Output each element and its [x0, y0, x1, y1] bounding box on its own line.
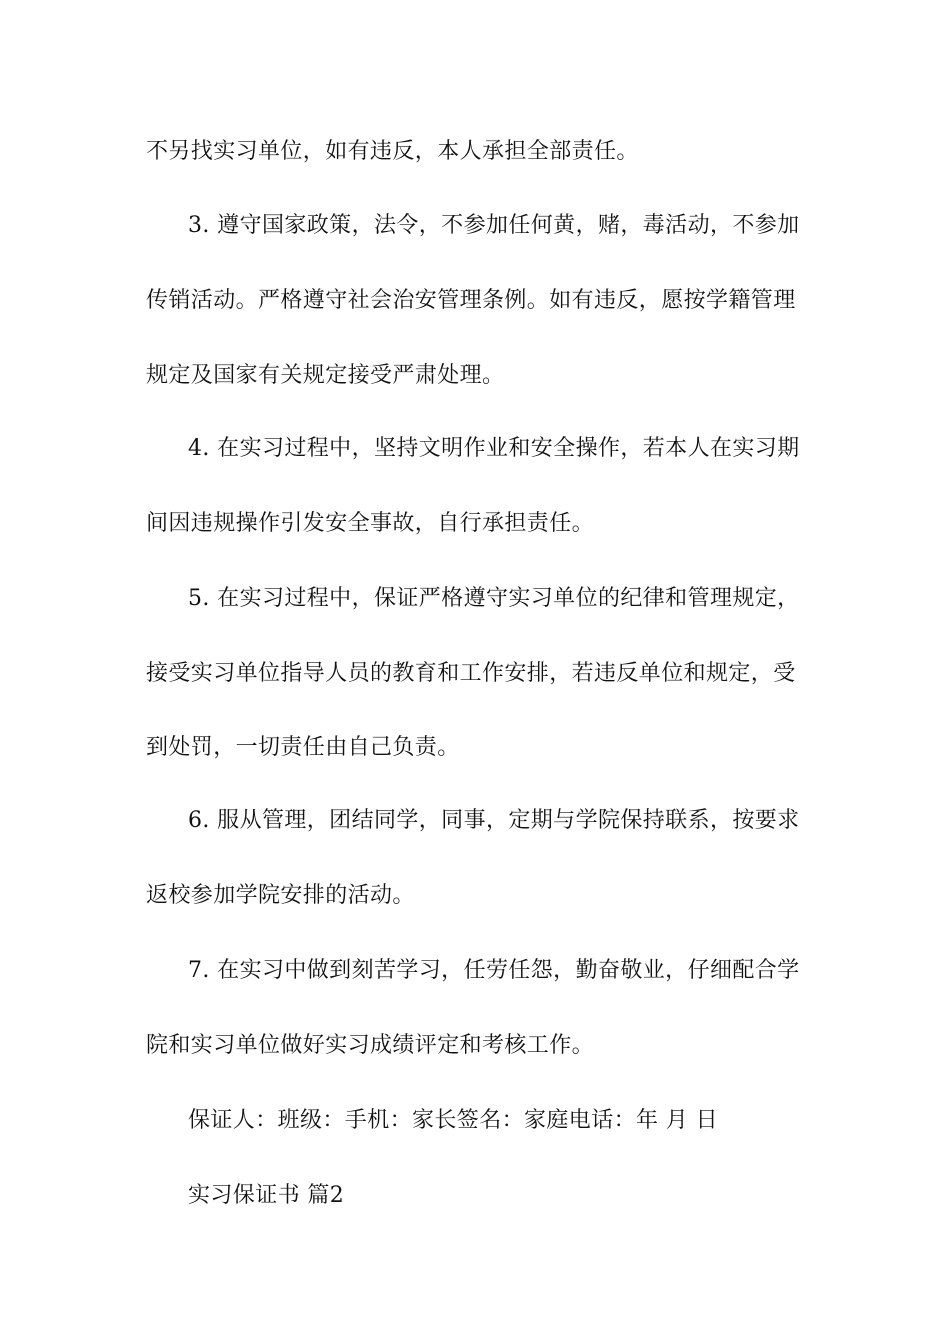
- clause-3-line-3: 规定及国家有关规定接受严肃处理。: [146, 363, 505, 388]
- signature-line: 保证人：班级：手机：家长签名：家庭电话：年 月 日: [188, 1108, 718, 1133]
- clause-3-line-1: 3. 遵守国家政策，法令，不参加任何黄，赌，毒活动，不参加: [188, 213, 800, 238]
- clause-4-line-1: 4. 在实习过程中，坚持文明作业和安全操作，若本人在实习期: [188, 436, 800, 461]
- clause-6-line-2: 返校参加学院安排的活动。: [146, 883, 415, 908]
- clause-5-line-2: 接受实习单位指导人员的教育和工作安排，若违反单位和规定，受: [146, 661, 796, 686]
- clause-7-line-2: 院和实习单位做好实习成绩评定和考核工作。: [146, 1033, 595, 1058]
- clause-3-line-2: 传销活动。严格遵守社会治安管理条例。如有违反，愿按学籍管理: [146, 288, 796, 313]
- clause-6-line-1: 6. 服从管理，团结同学，同事，定期与学院保持联系，按要求: [188, 808, 800, 833]
- clause-7-line-1: 7. 在实习中做到刻苦学习，任劳任怨，勤奋敬业，仔细配合学: [188, 958, 800, 983]
- text-line-1: 不另找实习单位，如有违反，本人承担全部责任。: [146, 139, 639, 164]
- clause-5-line-1: 5. 在实习过程中，保证严格遵守实习单位的纪律和管理规定，: [188, 586, 800, 611]
- section-heading: 实习保证书 篇2: [188, 1183, 345, 1208]
- clause-5-line-3: 到处罚，一切责任由自己负责。: [146, 735, 460, 760]
- clause-4-line-2: 间因违规操作引发安全事故，自行承担责任。: [146, 511, 595, 536]
